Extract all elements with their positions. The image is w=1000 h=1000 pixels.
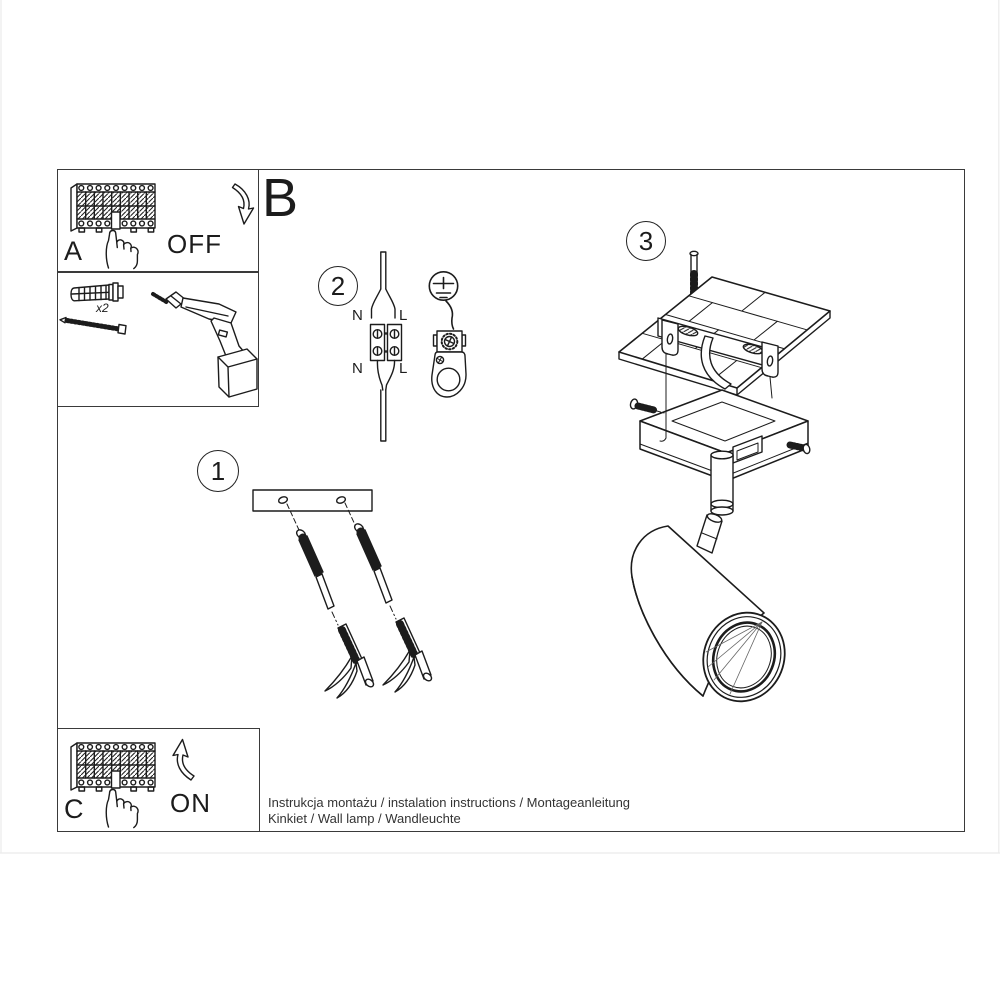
panel-a-label: A: [64, 236, 83, 266]
tools-panel-box: [57, 271, 259, 407]
terminal-label-n-bottom: N: [352, 360, 363, 377]
panel-c-label: C: [64, 794, 84, 824]
on-label: ON: [170, 788, 211, 818]
terminal-label-n-top: N: [352, 307, 363, 324]
section-b-label: B: [262, 168, 299, 228]
terminal-label-l-bottom: L: [399, 360, 408, 377]
panel-c-box: [57, 728, 260, 832]
panel-a-box: [57, 169, 259, 273]
off-label: OFF: [167, 229, 222, 259]
step-3-badge: 3: [626, 221, 666, 261]
terminal-label-l-top: L: [399, 307, 408, 324]
footer-line-1: Instrukcja montażu / instalation instructions / Montageanleitung: [268, 795, 631, 810]
step-2-badge: 2: [318, 266, 358, 306]
footer-line-2: Kinkiet / Wall lamp / Wandleuchte: [268, 811, 461, 826]
anchor-quantity-label: x2: [96, 301, 109, 315]
step-1-badge: 1: [197, 450, 239, 492]
